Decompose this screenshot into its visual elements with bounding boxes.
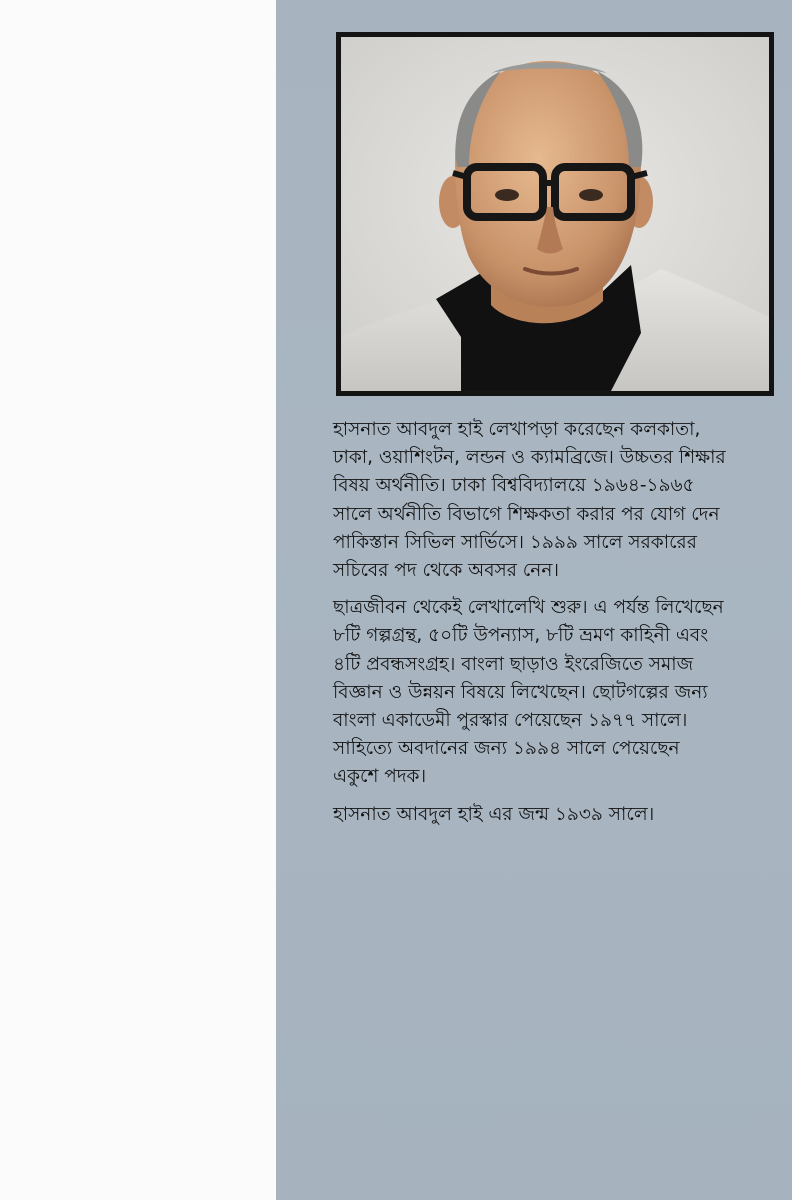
bio-line: হাসনাত আবদুল হাই এর জন্ম ১৯৩৯ সালে। [333,803,655,825]
bio-line: সাহিত্যে অবদানের জন্য ১৯৯৪ সালে পেয়েছেন [333,738,680,760]
bio-paragraph-education [333,416,783,585]
bio-line: পাকিস্তান সিভিল সার্ভিসে। ১৯৯৯ সালে সরকারের [333,531,697,553]
bio-line: ঢাকা, ওয়াশিংটন, লন্ডন ও ক্যামব্রিজে। উচ্চতর শিক্ষার [333,447,726,469]
bio-line: সালে অর্থনীতি বিভাগে শিক্ষকতা করার পর যোগ দেন [333,503,720,525]
bio-paragraph-works [333,594,783,791]
bio-line: ছাত্রজীবন থেকেই লেখালেখি শুরু। এ পর্যন্ত লিখেছেন [333,597,724,619]
bio-line: একুশে পদক। [333,766,427,788]
bio-line: বাংলা একাডেমী পুরস্কার পেয়েছেন ১৯৭৭ সালে। [333,710,688,732]
bio-line: ৪টি প্রবন্ধসংগ্রহ। বাংলা ছাড়াও ইংরেজিতে সমাজ [333,653,694,675]
bio-paragraph-birth [333,801,783,829]
bio-line: বিজ্ঞান ও উন্নয়ন বিষয়ে লিখেছেন। ছোটগল্পের জন্য [333,681,708,703]
bio-line: সচিবের পদ থেকে অবসর নেন। [333,560,559,582]
author-photo [336,32,774,396]
bio-line: ৮টি গল্পগ্রন্থ, ৫০টি উপন্যাস, ৮টি ভ্রমণ কাহিনী এবং [333,625,709,647]
blank-page-margin [0,0,276,1200]
bio-line: হাসনাত আবদুল হাই লেখাপড়া করেছেন কলকাতা, [333,419,701,440]
author-biography [333,416,783,829]
bio-line: বিষয় অর্থনীতি। ঢাকা বিশ্ববিদ্যালয়ে ১৯৬৪-১৯৬৫ [333,475,695,497]
author-portrait-icon [341,37,769,391]
